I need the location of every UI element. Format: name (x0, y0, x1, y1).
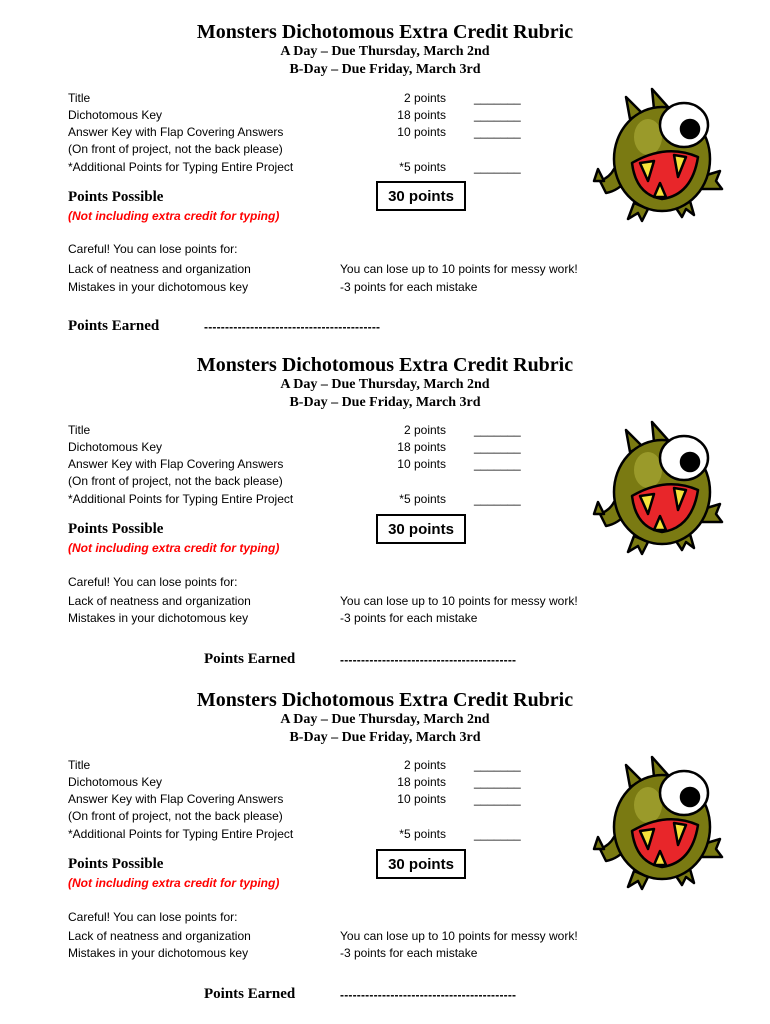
criterion-key-label: Dichotomous Key (68, 440, 163, 454)
criterion-answer-key-blank: _______ (474, 792, 521, 806)
criterion-typing-points: *5 points (399, 827, 446, 841)
criterion-note-label: (On front of project, not the back please) (68, 142, 283, 156)
criterion-title-points: 2 points (403, 423, 446, 437)
deduction-neatness-penalty: You can lose up to 10 points for messy work! (340, 262, 578, 276)
monster-illustration (588, 418, 728, 558)
criterion-title-points: 2 points (403, 91, 446, 105)
deduction-mistakes-penalty: -3 points for each mistake (340, 611, 478, 625)
deduction-neatness-label: Lack of neatness and organization (68, 929, 251, 943)
points-earned-line: ------------------------------------------ (204, 320, 381, 334)
criterion-answer-key-label: Answer Key with Flap Covering Answers (68, 457, 284, 471)
points-possible-box: 30 points (376, 514, 466, 544)
monster-illustration (588, 753, 728, 893)
points-possible-box: 30 points (376, 849, 466, 879)
criterion-title-blank: _______ (474, 758, 521, 772)
criterion-answer-key-label: Answer Key with Flap Covering Answers (68, 125, 284, 139)
deduction-neatness-label: Lack of neatness and organization (68, 262, 251, 276)
points-possible-label: Points Possible (68, 189, 164, 205)
points-earned-line: ------------------------------------------ (340, 653, 517, 667)
careful-heading: Careful! You can lose points for: (68, 242, 238, 256)
criterion-key-label: Dichotomous Key (68, 108, 163, 122)
criterion-key-blank: _______ (474, 775, 521, 789)
criterion-title-label: Title (68, 423, 91, 437)
criterion-title-blank: _______ (474, 423, 521, 437)
due-a-day: A Day – Due Thursday, March 2nd (280, 712, 490, 727)
criterion-answer-key-points: 10 points (397, 792, 446, 806)
criterion-answer-key-points: 10 points (397, 125, 446, 139)
criterion-typing-label: *Additional Points for Typing Entire Project (68, 827, 294, 841)
careful-heading: Careful! You can lose points for: (68, 575, 238, 589)
rubric-3 (0, 668, 770, 1003)
rubric-title: Monsters Dichotomous Extra Credit Rubric (196, 689, 574, 711)
due-a-day: A Day – Due Thursday, March 2nd (280, 377, 490, 392)
criterion-answer-key-points: 10 points (397, 457, 446, 471)
criterion-typing-label: *Additional Points for Typing Entire Project (68, 160, 294, 174)
rubric-1 (0, 0, 770, 335)
points-possible-label: Points Possible (68, 521, 164, 537)
criterion-key-blank: _______ (474, 108, 521, 122)
points-possible-box: 30 points (376, 181, 466, 211)
extra-credit-note: (Not including extra credit for typing) (68, 541, 280, 555)
criterion-note-label: (On front of project, not the back please) (68, 474, 283, 488)
points-earned-label: Points Earned (68, 318, 160, 334)
points-earned-line: ------------------------------------------ (340, 988, 517, 1002)
criterion-key-blank: _______ (474, 440, 521, 454)
points-possible-label: Points Possible (68, 856, 164, 872)
due-b-day: B-Day – Due Friday, March 3rd (289, 62, 481, 77)
points-earned-label: Points Earned (204, 651, 296, 667)
criterion-typing-label: *Additional Points for Typing Entire Project (68, 492, 294, 506)
criterion-answer-key-blank: _______ (474, 457, 521, 471)
rubric-title: Monsters Dichotomous Extra Credit Rubric (196, 21, 574, 43)
due-b-day: B-Day – Due Friday, March 3rd (289, 395, 481, 410)
criterion-title-label: Title (68, 91, 91, 105)
criterion-note-label: (On front of project, not the back please) (68, 809, 283, 823)
extra-credit-note: (Not including extra credit for typing) (68, 209, 280, 223)
deduction-mistakes-penalty: -3 points for each mistake (340, 280, 478, 294)
deduction-mistakes-label: Mistakes in your dichotomous key (68, 611, 249, 625)
rubric-2 (0, 333, 770, 668)
deduction-mistakes-label: Mistakes in your dichotomous key (68, 280, 249, 294)
criterion-key-label: Dichotomous Key (68, 775, 163, 789)
deduction-mistakes-label: Mistakes in your dichotomous key (68, 946, 249, 960)
criterion-typing-blank: _______ (474, 160, 521, 174)
criterion-title-label: Title (68, 758, 91, 772)
rubric-title: Monsters Dichotomous Extra Credit Rubric (196, 354, 574, 376)
careful-heading: Careful! You can lose points for: (68, 910, 238, 924)
criterion-key-points: 18 points (397, 440, 446, 454)
criterion-answer-key-label: Answer Key with Flap Covering Answers (68, 792, 284, 806)
deduction-neatness-penalty: You can lose up to 10 points for messy work! (340, 929, 578, 943)
points-earned-label: Points Earned (204, 986, 296, 1002)
deduction-neatness-label: Lack of neatness and organization (68, 594, 251, 608)
criterion-title-points: 2 points (403, 758, 446, 772)
deduction-mistakes-penalty: -3 points for each mistake (340, 946, 478, 960)
criterion-typing-points: *5 points (399, 492, 446, 506)
criterion-title-blank: _______ (474, 91, 521, 105)
criterion-typing-blank: _______ (474, 492, 521, 506)
criterion-typing-blank: _______ (474, 827, 521, 841)
deduction-neatness-penalty: You can lose up to 10 points for messy work! (340, 594, 578, 608)
criterion-key-points: 18 points (397, 775, 446, 789)
criterion-answer-key-blank: _______ (474, 125, 521, 139)
due-b-day: B-Day – Due Friday, March 3rd (289, 730, 481, 745)
monster-illustration (588, 85, 728, 225)
due-a-day: A Day – Due Thursday, March 2nd (280, 44, 490, 59)
criterion-typing-points: *5 points (399, 160, 446, 174)
criterion-key-points: 18 points (397, 108, 446, 122)
extra-credit-note: (Not including extra credit for typing) (68, 876, 280, 890)
